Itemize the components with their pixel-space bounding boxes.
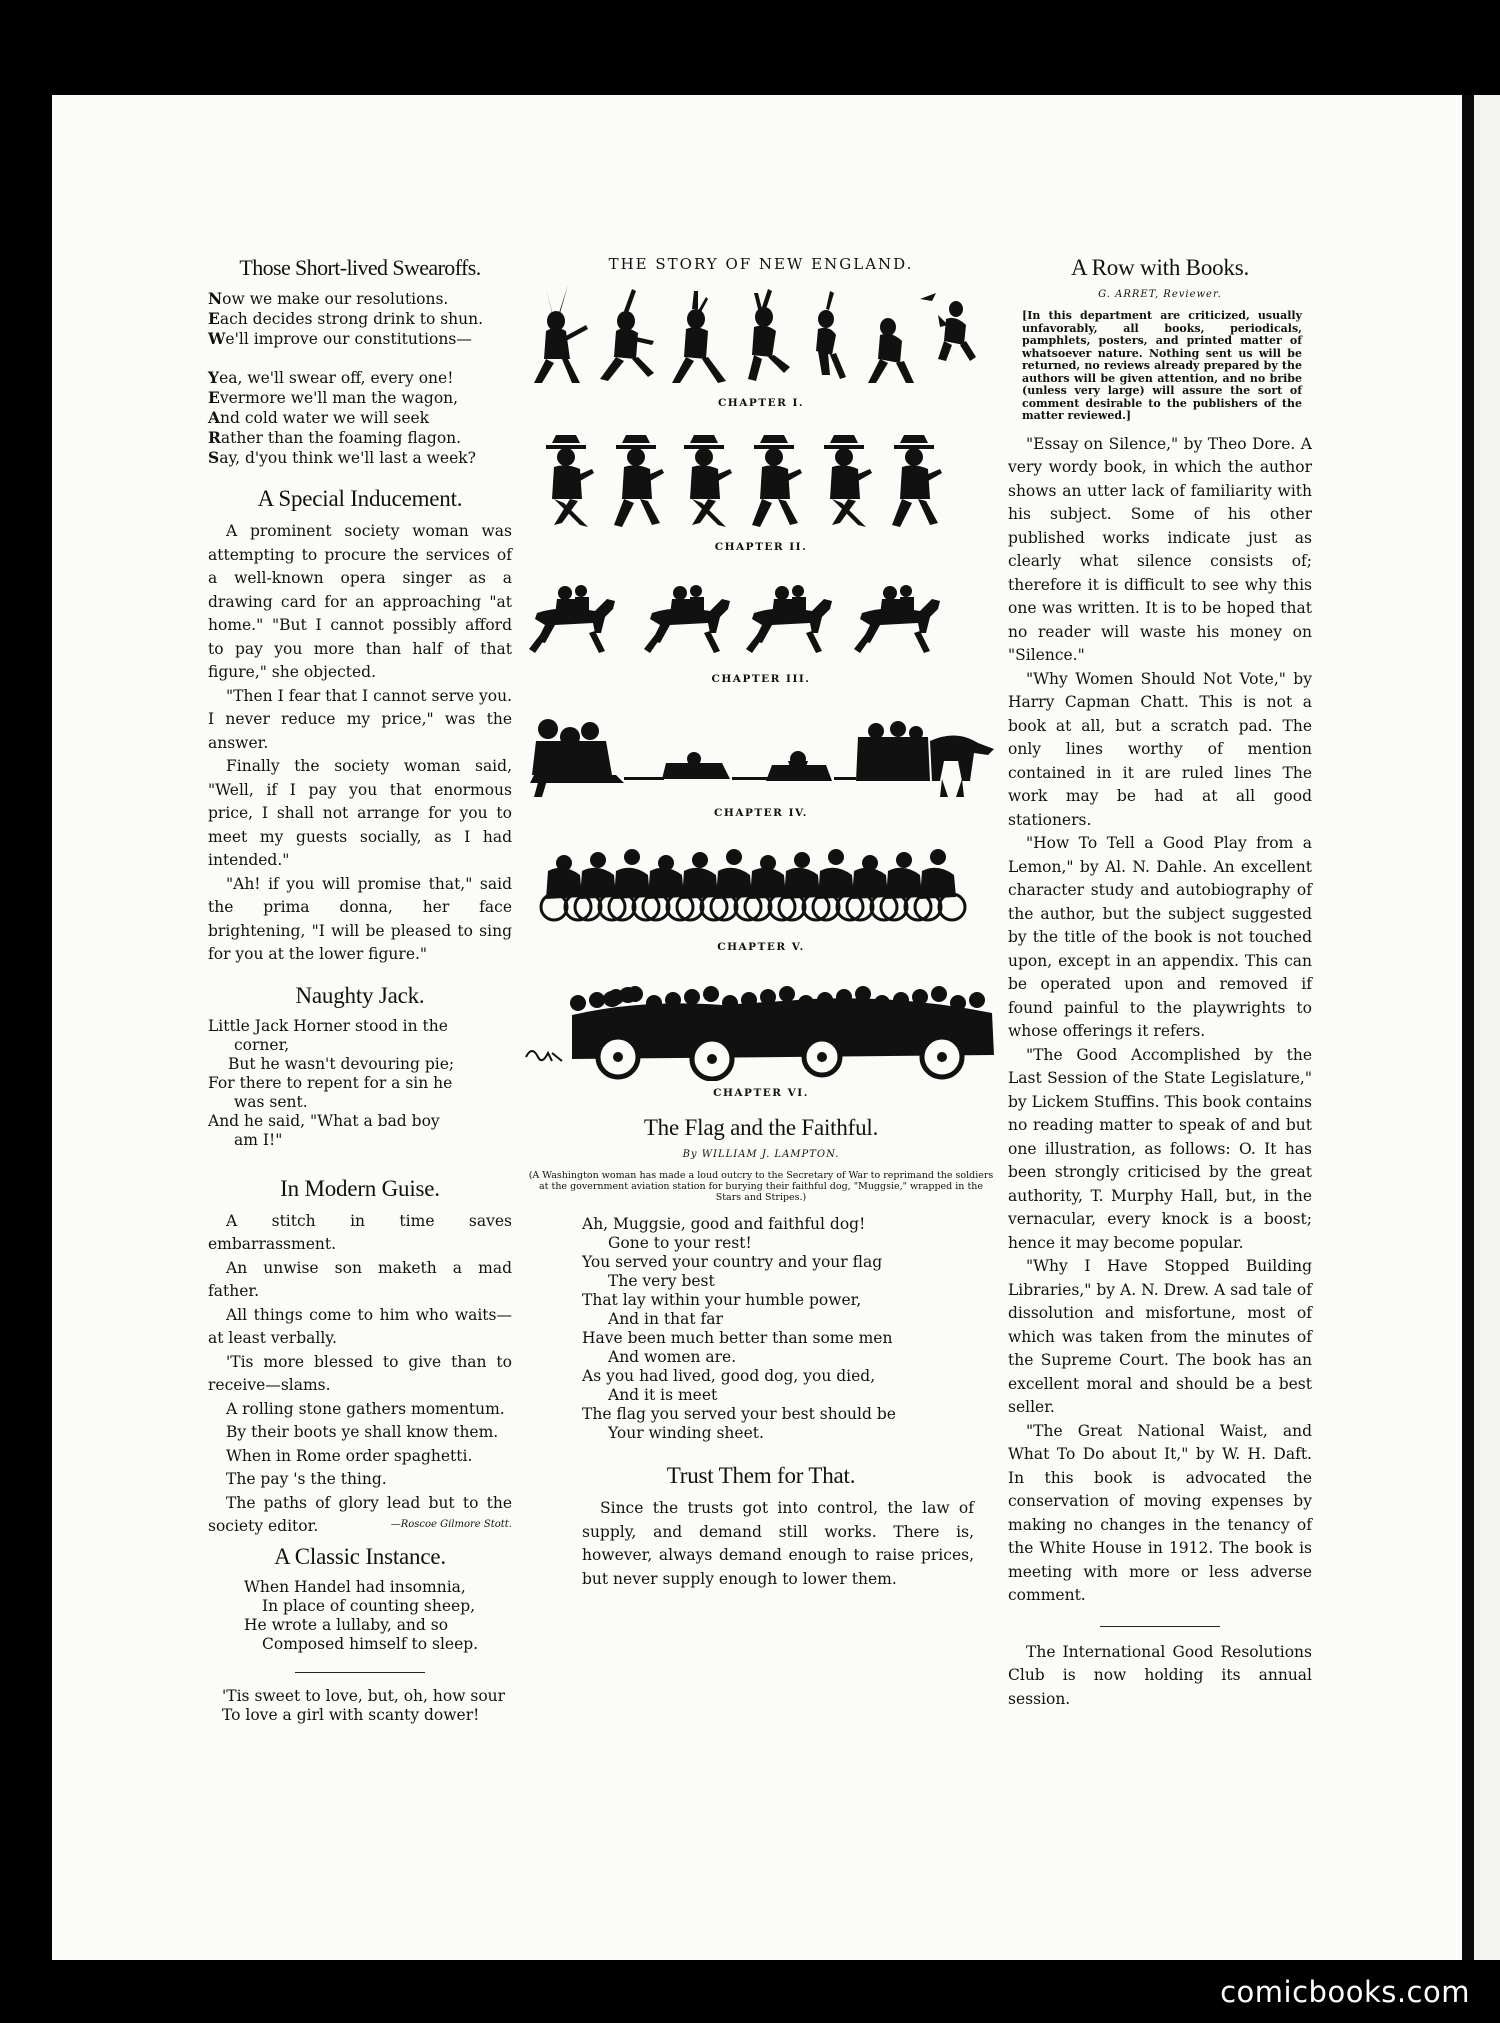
jack-title: Naughty Jack. <box>295 982 425 1008</box>
poem-line: He wrote a lullaby, and so <box>244 1615 449 1634</box>
divider <box>1100 1626 1220 1627</box>
chapter-4-illustration <box>526 701 996 801</box>
classic-poem <box>208 1578 512 1654</box>
poem-line: And women are. <box>608 1348 737 1366</box>
inducement-title: A Special Inducement. <box>257 486 463 511</box>
proverb: A stitch in time saves embarrassment. <box>208 1211 512 1253</box>
middle-column <box>522 255 1000 1591</box>
chapter-2-illustration <box>526 425 996 535</box>
review-paragraph: "Why Women Should Not Vote," by Harry Capman Chatt. This is not a book at all, but a scratch pad. The only lines worthy of mention contained in it are ruled lines The work may be had at all good stationers. <box>1008 669 1312 829</box>
books-intro: [In this department are criticized, usually unfavorably, all books, periodicals, pamphlets, posters, and printed matter of whatsoever nature. Nothing sent us will be returned, no reviews already prepared by the authors will be given attention, and no bribe (unless very large) will assure the sort of comment desirable to the publishers of the matter reviewed.] <box>1022 309 1302 422</box>
chapter-6-illustration <box>522 969 1000 1081</box>
story-title: THE STORY OF NEW ENGLAND. <box>608 255 914 273</box>
right-column <box>1008 255 1312 1711</box>
left-column <box>208 255 512 1725</box>
poem-text: e'll improve our constitutions— <box>225 330 472 348</box>
poem-line: And it is meet <box>608 1386 718 1404</box>
poem-line: was sent. <box>234 1092 308 1111</box>
poem-line <box>208 448 512 468</box>
trust-paragraph: Since the trusts got into control, the law of supply, and demand still works. There is, however, always demand enough to raise prices, but never supply enough to lower them. <box>582 1499 974 1588</box>
poem-line: For there to repent for a sin he <box>208 1073 453 1092</box>
poem-line <box>208 408 512 428</box>
poem-line: Have been much better than some men <box>582 1329 893 1347</box>
poem-line: The very best <box>608 1272 715 1290</box>
poem-text: ay, d'you think we'll last a week? <box>219 449 476 467</box>
poem-line: corner, <box>234 1035 290 1054</box>
poem-line: In place of counting sheep, <box>262 1596 476 1615</box>
page-spine <box>1462 95 1474 1960</box>
jack-poem <box>208 1017 512 1150</box>
poem-line: 'Tis sweet to love, but, oh, how sour <box>222 1686 506 1705</box>
review-paragraph: "Why I Have Stopped Building Libraries," by A. N. Drew. A sad tale of dissolution and misfortune, most of which was taken from the minutes of the Supreme Court. The book has an excellent moral and should be a best seller. <box>1008 1257 1312 1416</box>
acrostic-initial: E <box>208 388 220 407</box>
poem-line: And he said, "What a bad boy <box>208 1111 440 1130</box>
flag-title: The Flag and the Faithful. <box>643 1115 879 1140</box>
poem-line <box>208 329 512 349</box>
couplet <box>208 1687 512 1725</box>
flag-poem <box>522 1215 1000 1443</box>
chapter-caption: CHAPTER I. <box>717 397 805 409</box>
acrostic-initial: E <box>208 309 220 328</box>
poem-line: The flag you served your best should be <box>582 1405 896 1423</box>
review-paragraph: "How To Tell a Good Play from a Lemon," by Al. N. Dahle. An excellent character study and autobiography of the author, but the subject suggested by the title of the book is not touched upon, except in an appendix. This can be operated upon and removed if found painful to the playwrights to whose offerings it refers. <box>1008 834 1312 1040</box>
books-title: A Row with Books. <box>1070 255 1250 280</box>
poem-line: You served your country and your flag <box>582 1253 883 1271</box>
books-byline: G. ARRET, Reviewer. <box>1098 289 1222 300</box>
chapter-3-illustration <box>526 569 996 667</box>
poem-text: ea, we'll swear off, every one! <box>219 369 454 387</box>
poem-line <box>208 388 512 408</box>
acrostic-initial: W <box>208 329 226 348</box>
review-paragraph: "The Good Accomplished by the Last Session of the State Legislature," by Lickem Stuffins. This book contains no reading matter to speak of and but one illustration, as follows: O. It has been strongly criticised by the great authority, T. Murphy Hall, but, in the vernacular, every knock is a boost; hence it may become popular. <box>1008 1045 1312 1252</box>
poem-text: ow we make our resolutions. <box>222 290 449 308</box>
flag-note: (A Washington woman has made a loud outcry to the Secretary of War to reprimand the soldiers at the government aviation station for burying their faithful dog, "Muggsie," wrapped in the Stars and Stripes.) <box>528 1170 994 1203</box>
chapter-caption: CHAPTER V. <box>717 941 805 953</box>
guise-title: In Modern Guise. <box>280 1175 440 1201</box>
poem-line: To love a girl with scanty dower! <box>222 1705 480 1724</box>
chapter-1-illustration <box>526 279 996 391</box>
poem-text: vermore we'll man the wagon, <box>219 389 459 407</box>
proverb: The paths of glory lead but to the society editor. <box>208 1493 512 1535</box>
poem-line: When Handel had insomnia, <box>244 1577 466 1596</box>
poem-line: And in that far <box>608 1310 723 1328</box>
proverb: A rolling stone gathers momentum. <box>226 1399 505 1418</box>
trust-title: Trust Them for That. <box>666 1463 856 1488</box>
divider <box>295 1672 425 1673</box>
acrostic-initial: A <box>208 408 221 427</box>
poem-text: ather than the foaming flagon. <box>220 429 462 447</box>
chapter-caption: CHAPTER II. <box>714 541 808 553</box>
poem-line <box>208 428 512 448</box>
poem-line: But he wasn't devouring pie; <box>228 1054 455 1073</box>
poem-line: As you had lived, good dog, you died, <box>582 1367 876 1385</box>
inducement-paragraph: "Ah! if you will promise that," said the prima donna, her face brightening, "I will be pleased to sing for you at the lower figure." <box>208 874 512 963</box>
poem-line: Composed himself to sleep. <box>262 1634 479 1653</box>
poem-line <box>208 368 512 388</box>
proverb: When in Rome order spaghetti. <box>226 1446 473 1465</box>
poem-line: Ah, Muggsie, good and faithful dog! <box>582 1215 866 1233</box>
swearoffs-title: Those Short-lived Swearoffs. <box>239 255 481 280</box>
poem-line: Gone to your rest! <box>608 1234 752 1252</box>
acrostic-initial: N <box>208 289 223 308</box>
acrostic-initial: R <box>208 428 221 447</box>
poem-text: nd cold water we will seek <box>220 409 430 427</box>
review-paragraph: "Essay on Silence," by Theo Dore. A very wordy book, in which the author shows an utter lack of familiarity with his subject. Some of his other published works indicate just as clearly what silence consists of; therefore it is difficult to see why this one was written. It is to be hoped that no reader will waste his money on "Silence." <box>1008 434 1312 664</box>
poem-text: ach decides strong drink to shun. <box>219 310 484 328</box>
poem-line: Little Jack Horner stood in the <box>208 1016 448 1035</box>
chapter-caption: CHAPTER IV. <box>714 807 808 819</box>
stanza-break <box>208 349 512 368</box>
chapter-5-illustration <box>526 835 996 935</box>
proverb: 'Tis more blessed to give than to receive—slams. <box>208 1352 512 1394</box>
acrostic-initial: Y <box>208 368 220 387</box>
review-paragraph: "The Great National Waist, and What To Do about It," by W. H. Daft. In this book is advocated the conservation of moving expenses by making no changes in the tenancy of the White House in 1912. The book is meeting with more or less adverse comment. <box>1008 1421 1312 1604</box>
proverb: All things come to him who waits—at least verbally. <box>208 1305 512 1347</box>
classic-title: A Classic Instance. <box>274 1543 446 1569</box>
poem-line: am I!" <box>234 1130 283 1149</box>
poem-line <box>208 289 512 309</box>
closing-paragraph: The International Good Resolutions Club is now holding its annual session. <box>1008 1642 1312 1708</box>
facing-page-edge <box>1474 95 1500 1960</box>
flag-byline: By WILLIAM J. LAMPTON. <box>682 1149 840 1160</box>
guise-signature: —Roscoe Gilmore Stott. <box>390 1518 512 1530</box>
acrostic-initial: S <box>208 448 220 467</box>
proverb: An unwise son maketh a mad father. <box>208 1258 512 1300</box>
inducement-paragraph: A prominent society woman was attempting to procure the services of a well-known opera singer as a drawing card for an approaching "at home." "But I cannot possibly afford to pay you more than half of that figure," she objected. <box>208 522 512 681</box>
poem-line: Your winding sheet. <box>608 1424 764 1442</box>
swearoffs-poem <box>208 289 512 468</box>
inducement-paragraph: Finally the society woman said, "Well, if I pay you that enormous price, I shall not arrange for you to meet my guests socially, as I had intended." <box>208 757 512 869</box>
inducement-paragraph: "Then I fear that I cannot serve you. I never reduce my price," was the answer. <box>208 686 512 752</box>
chapter-caption: CHAPTER III. <box>711 673 811 685</box>
poem-line <box>208 309 512 329</box>
chapter-caption: CHAPTER VI. <box>713 1087 809 1099</box>
site-watermark: comicbooks.com <box>1220 1975 1470 2009</box>
proverb: By their boots ye shall know them. <box>226 1423 499 1441</box>
proverb: The pay 's the thing. <box>226 1470 387 1488</box>
poem-line: That lay within your humble power, <box>582 1291 862 1309</box>
